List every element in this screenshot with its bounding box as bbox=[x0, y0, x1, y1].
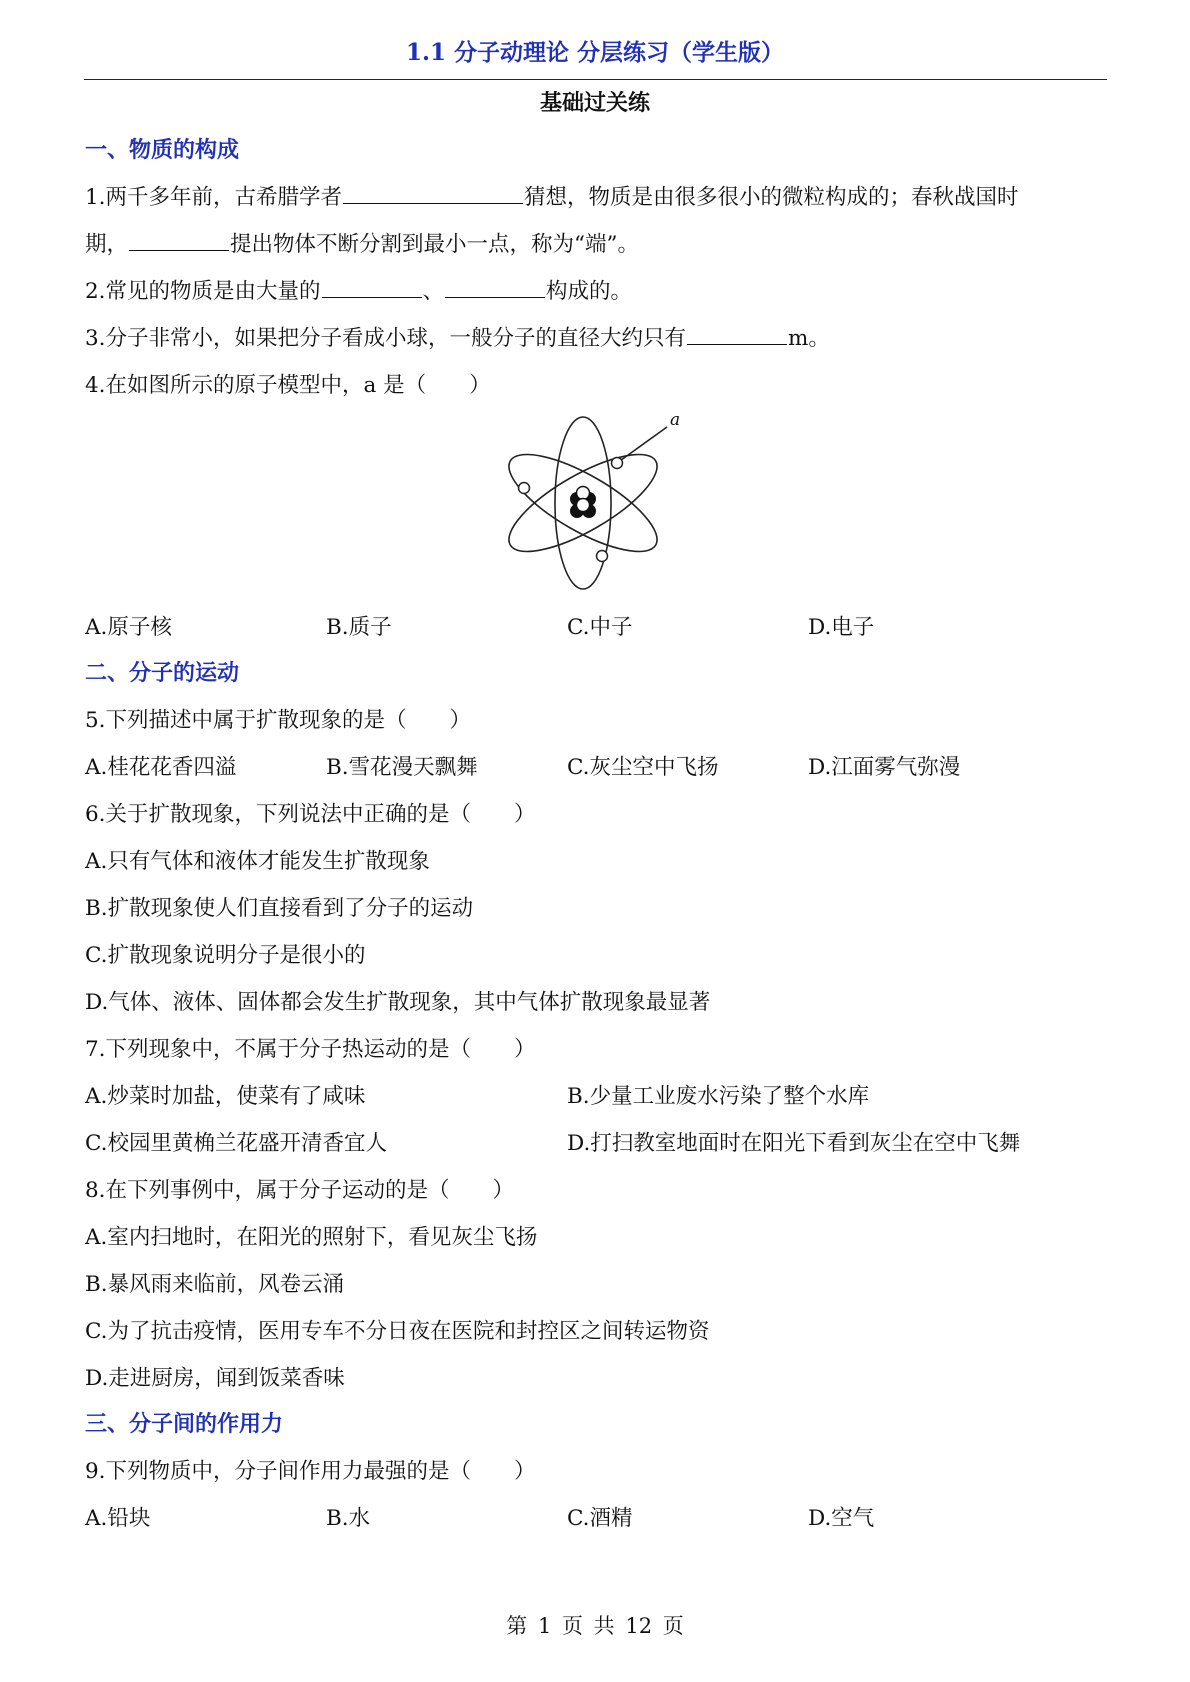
q2-blank-2[interactable] bbox=[445, 277, 545, 298]
q9-option-a[interactable]: A.铅块 bbox=[85, 1506, 151, 1531]
q9-option-c[interactable]: C.酒精 bbox=[567, 1506, 633, 1531]
question-4-stem: 4.在如图所示的原子模型中，a 是（ ） bbox=[85, 373, 491, 398]
q7-option-b[interactable]: B.少量工业废水污染了整个水库 bbox=[567, 1084, 870, 1109]
q1-text-c: 期， bbox=[85, 232, 129, 257]
nucleus bbox=[570, 487, 596, 519]
label-pointer-line bbox=[617, 427, 667, 463]
section-heading-3: 三、分子间的作用力 bbox=[85, 1411, 284, 1437]
document-title: 1.1 分子动理论 分层练习（学生版） bbox=[405, 39, 785, 66]
q4-option-d[interactable]: D.电子 bbox=[808, 615, 875, 640]
q8-option-b[interactable]: B.暴风雨来临前，风卷云涌 bbox=[85, 1272, 345, 1297]
figure-label-a: a bbox=[670, 410, 681, 430]
q6-option-c[interactable]: C.扩散现象说明分子是很小的 bbox=[85, 943, 366, 968]
q9-option-b[interactable]: B.水 bbox=[326, 1506, 371, 1531]
q5-option-c[interactable]: C.灰尘空中飞扬 bbox=[567, 755, 719, 780]
question-5-stem: 5.下列描述中属于扩散现象的是（ ） bbox=[85, 708, 472, 733]
q1-text-b: 猜想，物质是由很多很小的微粒构成的；春秋战国时 bbox=[524, 185, 1019, 210]
q6-option-d[interactable]: D.气体、液体、固体都会发生扩散现象，其中气体扩散现象最显著 bbox=[85, 990, 711, 1015]
page-number: 第 1 页 共 12 页 bbox=[506, 1614, 684, 1638]
electron-a bbox=[612, 458, 623, 469]
q4-option-b[interactable]: B.质子 bbox=[326, 615, 392, 640]
q1-text-d: 提出物体不断分割到最小一点，称为“端”。 bbox=[230, 232, 640, 257]
q8-option-c[interactable]: C.为了抗击疫情，医用专车不分日夜在医院和封控区之间转运物资 bbox=[85, 1319, 710, 1344]
question-7-stem: 7.下列现象中，不属于分子热运动的是（ ） bbox=[85, 1037, 536, 1062]
question-1-line-1 bbox=[85, 180, 1019, 211]
q2-text-c: 构成的。 bbox=[546, 279, 633, 304]
q8-option-d[interactable]: D.走进厨房，闻到饭菜香味 bbox=[85, 1366, 345, 1391]
q5-option-d[interactable]: D.江面雾气弥漫 bbox=[808, 755, 961, 780]
q7-option-d[interactable]: D.打扫教室地面时在阳光下看到灰尘在空中飞舞 bbox=[567, 1131, 1021, 1156]
q1-blank-2[interactable] bbox=[129, 230, 229, 251]
question-1-line-2 bbox=[85, 227, 639, 258]
q2-text-a: 2.常见的物质是由大量的 bbox=[85, 279, 321, 304]
q9-option-d[interactable]: D.空气 bbox=[808, 1506, 875, 1531]
q3-text-a: 3.分子非常小，如果把分子看成小球，一般分子的直径大约只有 bbox=[85, 326, 687, 351]
q3-blank[interactable] bbox=[687, 324, 787, 345]
header-divider bbox=[84, 79, 1107, 80]
question-8-stem: 8.在下列事例中，属于分子运动的是（ ） bbox=[85, 1178, 515, 1203]
q5-option-a[interactable]: A.桂花花香四溢 bbox=[85, 755, 237, 780]
section-subtitle: 基础过关练 bbox=[539, 90, 650, 116]
atom-model-figure bbox=[500, 405, 700, 595]
electron-left bbox=[519, 483, 530, 494]
q4-option-a[interactable]: A.原子核 bbox=[85, 615, 172, 640]
section-heading-1: 一、物质的构成 bbox=[85, 137, 240, 163]
q7-option-a[interactable]: A.炒菜时加盐，使菜有了咸味 bbox=[85, 1084, 366, 1109]
q1-blank-1[interactable] bbox=[343, 183, 523, 204]
question-2 bbox=[85, 274, 632, 305]
q8-option-a[interactable]: A.室内扫地时，在阳光的照射下，看见灰尘飞扬 bbox=[85, 1225, 538, 1250]
q2-blank-1[interactable] bbox=[322, 277, 422, 298]
q1-text-a: 1.两千多年前，古希腊学者 bbox=[85, 185, 343, 210]
section-heading-2: 二、分子的运动 bbox=[85, 660, 240, 686]
electron-bottom bbox=[597, 551, 608, 562]
q3-text-b: m。 bbox=[788, 326, 830, 351]
q6-option-b[interactable]: B.扩散现象使人们直接看到了分子的运动 bbox=[85, 896, 474, 921]
q7-option-c[interactable]: C.校园里黄桷兰花盛开清香宜人 bbox=[85, 1131, 388, 1156]
q2-text-b: 、 bbox=[422, 279, 445, 304]
question-9-stem: 9.下列物质中，分子间作用力最强的是（ ） bbox=[85, 1459, 536, 1484]
question-3 bbox=[85, 321, 830, 352]
q5-option-b[interactable]: B.雪花漫天飘舞 bbox=[326, 755, 478, 780]
q4-option-c[interactable]: C.中子 bbox=[567, 615, 633, 640]
q6-option-a[interactable]: A.只有气体和液体才能发生扩散现象 bbox=[85, 849, 430, 874]
question-6-stem: 6.关于扩散现象，下列说法中正确的是（ ） bbox=[85, 802, 536, 827]
